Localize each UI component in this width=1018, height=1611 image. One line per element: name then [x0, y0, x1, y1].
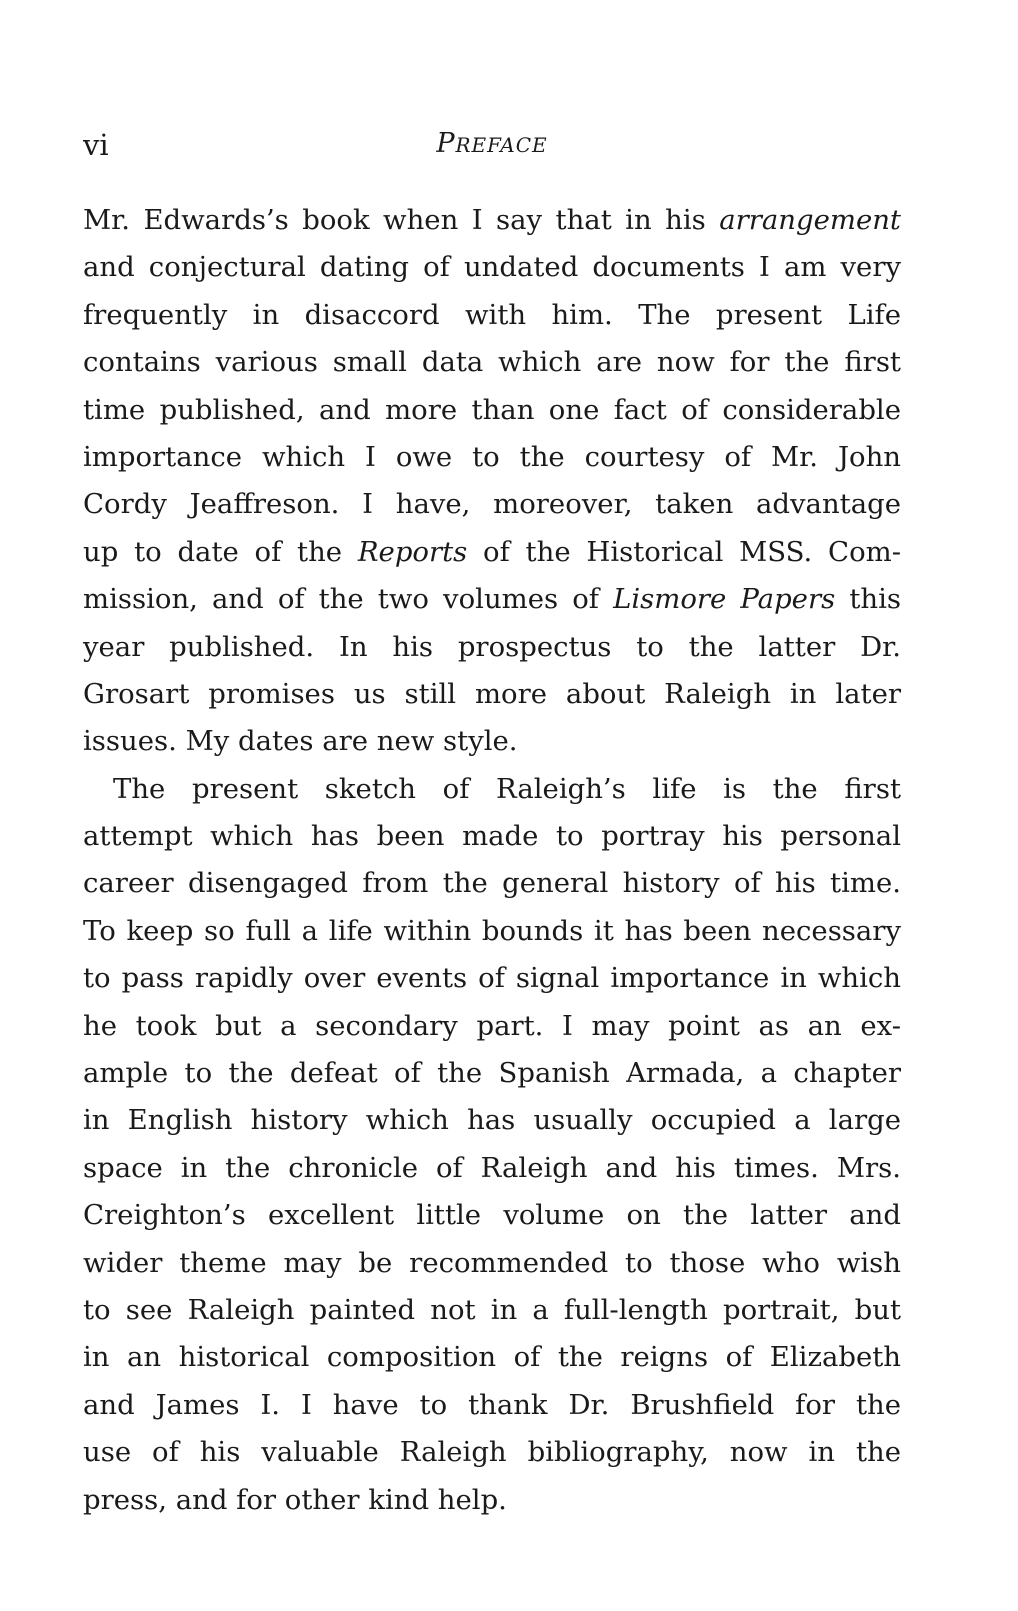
text-line: press, and for other kind help. — [83, 1483, 507, 1516]
text-line: ample to the defeat of the Spanish Armada, a chapter — [83, 1057, 901, 1090]
text-line: importance which I owe to the courtesy of Mr. John — [83, 440, 901, 473]
running-title-rest: REFACE — [455, 133, 548, 157]
text-line: he took but a secondary part. I may point as an ex- — [83, 1009, 901, 1042]
text-line: to pass rapidly over events of signal importance in which — [83, 962, 901, 995]
text-line: mission, and of the two volumes of Lismore Papers this — [83, 583, 901, 616]
paragraph — [83, 766, 901, 1524]
text-line: year published. In his prospectus to the latter Dr. — [83, 630, 901, 663]
running-title — [83, 128, 901, 159]
text-line: The present sketch of Raleigh’s life is the first — [113, 772, 901, 805]
text-line: in an historical composition of the reigns of Elizabeth — [83, 1341, 901, 1374]
text-line: To keep so full a life within bounds it has been necessary — [83, 914, 901, 947]
text-line: frequently in disaccord with him. The present Life — [83, 298, 901, 331]
text-line: Grosart promises us still more about Raleigh in later — [83, 677, 901, 710]
text-line: to see Raleigh painted not in a full-length portrait, but — [83, 1293, 901, 1326]
italic-title: Reports — [357, 535, 468, 568]
text-line: up to date of the Reports of the Historical MSS. Com- — [83, 535, 901, 568]
text-line: wider theme may be recommended to those who wish — [83, 1246, 901, 1279]
text-line: contains various small data which are now for the first — [83, 346, 901, 379]
text-line: attempt which has been made to portray his personal — [83, 820, 901, 853]
text-line: time published, and more than one fact of considerable — [83, 393, 901, 426]
body-text — [83, 197, 901, 1524]
text-line: and conjectural dating of undated documents I am very — [83, 251, 901, 284]
text-line: Cordy Jeaffreson. I have, moreover, taken advantage — [83, 488, 901, 521]
italic-title: Lismore Papers — [613, 583, 836, 616]
text-line: in English history which has usually occupied a large — [83, 1104, 901, 1137]
paragraph — [83, 197, 901, 766]
running-head — [83, 128, 901, 168]
text-line: Mr. Edwards’s book when I say that in his arrangement — [83, 204, 901, 236]
text-line: Creighton’s excellent little volume on the latter and — [83, 1199, 901, 1232]
text-line: use of his valuable Raleigh bibliography, now in the — [83, 1436, 901, 1469]
page-number: vi — [83, 128, 109, 162]
text-line: and James I. I have to thank Dr. Brushfield for the — [83, 1388, 901, 1421]
text-line: space in the chronicle of Raleigh and his times. Mrs. — [83, 1151, 901, 1184]
running-title-initial: P — [436, 128, 456, 159]
text-line: issues. My dates are new style. — [83, 725, 518, 758]
italic-title: arrangement — [719, 204, 901, 236]
text-line: career disengaged from the general history of his time. — [83, 867, 901, 900]
